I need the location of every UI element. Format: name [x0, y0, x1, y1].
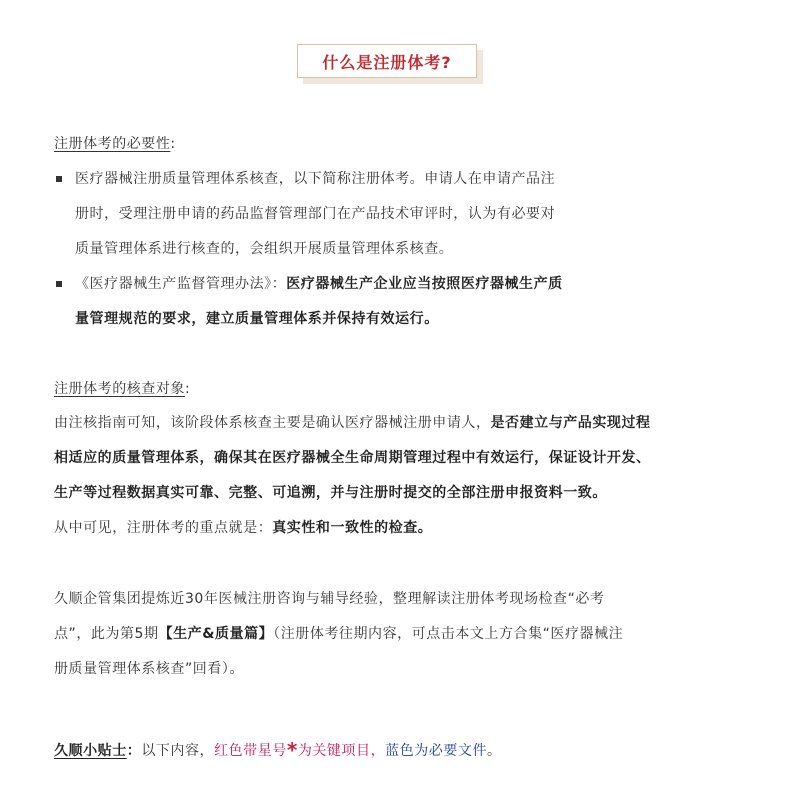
bullet2-citation: 《医疗器械生产监督管理办法》： — [75, 276, 287, 292]
section1-heading-row — [54, 134, 176, 154]
bullet-square-icon — [56, 176, 62, 182]
tip-text: 以下内容， — [141, 743, 215, 759]
section3-line1: 久顺企管集团提炼近30年医械注册咨询与辅导经验，整理解读注册体考现场检查“必考 — [54, 591, 605, 607]
section3-line2 — [54, 624, 623, 644]
bullet1-line1: 医疗器械注册质量管理体系核查，以下简称注册体考。申请人在申请产品注 — [75, 171, 556, 187]
bullet2-line1 — [75, 274, 563, 294]
section3-line2-c: （注册体考往期内容，可点击本文上方合集“医疗器械注 — [273, 626, 624, 642]
bullet-square-icon — [56, 281, 62, 287]
tip-row — [54, 738, 502, 761]
section2-heading: 注册体考的核查对象 — [54, 381, 185, 397]
page-title: 什么是注册体考? — [297, 44, 477, 78]
bullet1-line3: 质量管理体系进行核查的，会组织开展质量管理体系核查。 — [75, 241, 454, 257]
section3-line3: 册质量管理体系核查”回看）。 — [54, 661, 244, 677]
star-icon: * — [286, 738, 298, 762]
section3-line2-a: 点”，此为第5期 — [54, 626, 159, 642]
tip-colon: ： — [126, 743, 142, 759]
section2-p1-line1 — [54, 413, 651, 433]
section2-heading-row — [54, 379, 190, 399]
section2-p1-line2: 相适应的质量管理体系，确保其在医疗器械全生命周期管理过程中有效运行，保证设计开发、 — [54, 450, 651, 466]
section2-p1-bold: 是否建立与产品实现过程 — [490, 415, 651, 431]
title-banner — [297, 44, 477, 78]
section2-p2 — [54, 518, 432, 538]
tip-label: 久顺小贴士 — [54, 743, 127, 759]
tip-key-items: 为关键项目， — [297, 743, 386, 759]
tip-red-text: 红色带星号 — [214, 743, 287, 759]
section2-p1-line3: 生产等过程数据真实可靠、完整、可追溯，并与注册时提交的全部注册申报资料一致。 — [54, 485, 607, 501]
section2-colon: : — [184, 381, 191, 397]
section1-heading: 注册体考的必要性 — [54, 136, 171, 152]
bullet2-bold-1: 医疗器械生产企业应当按照医疗器械生产质 — [286, 276, 563, 292]
bullet1-line2: 册时，受理注册申请的药品监督管理部门在产品技术审评时，认为有必要对 — [75, 206, 556, 222]
section2-p2-normal: 从中可见，注册体考的重点就是： — [54, 520, 273, 536]
tip-blue-text: 蓝色为必要文件 — [385, 743, 487, 759]
section1-colon: : — [170, 136, 176, 152]
section3-issue-label: 【生产&质量篇】 — [158, 626, 274, 642]
tip-end: 。 — [487, 743, 502, 759]
section2-p2-bold: 真实性和一致性的检查。 — [272, 520, 433, 536]
bullet2-line2: 量管理规范的要求，建立质量管理体系并保持有效运行。 — [75, 311, 439, 327]
section2-p1-normal: 由注核指南可知，该阶段体系核查主要是确认医疗器械注册申请人， — [54, 415, 491, 431]
